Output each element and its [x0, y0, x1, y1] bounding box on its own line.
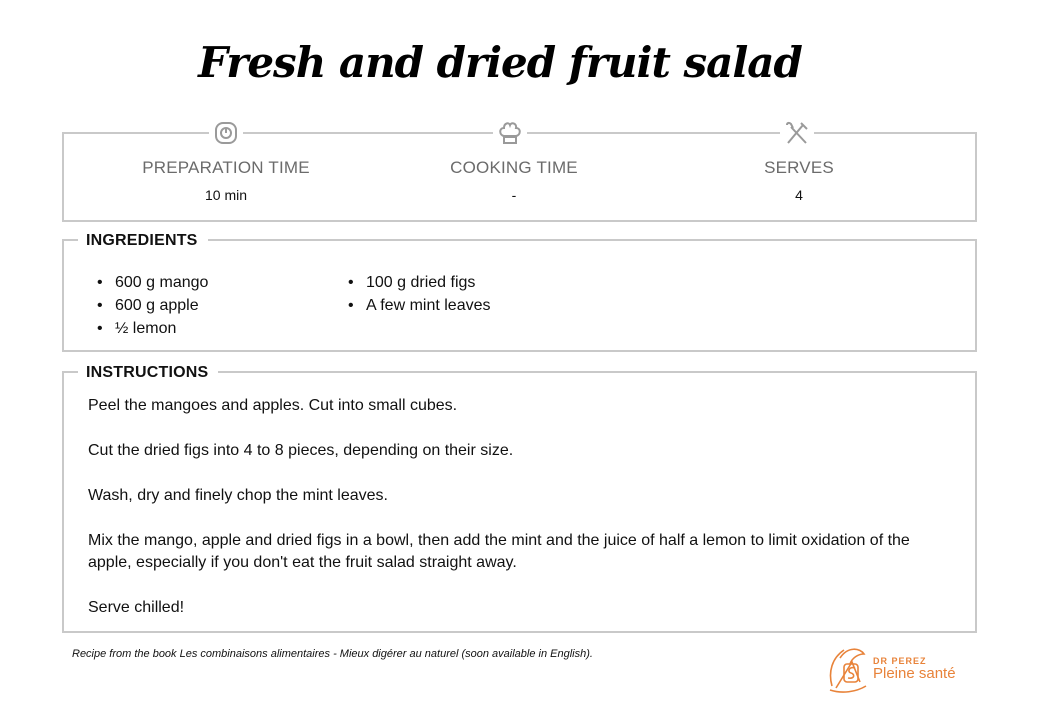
ingredient-item: • 600 g mango — [97, 271, 208, 294]
serves — [649, 158, 949, 203]
preparation-time — [76, 158, 376, 203]
cutlery-icon — [780, 118, 814, 148]
recipe-title: Fresh and dried fruit salad — [198, 38, 802, 87]
ingredients-heading: INGREDIENTS — [78, 232, 208, 250]
instructions-heading: INSTRUCTIONS — [78, 364, 218, 382]
chef-hat-icon — [493, 118, 527, 148]
cooking-time-label: COOKING TIME — [450, 158, 578, 177]
ingredient-item: • 600 g apple — [97, 294, 208, 317]
instruction-step: Wash, dry and finely chop the mint leaves. — [88, 487, 388, 504]
instruction-step: Serve chilled! — [88, 599, 185, 616]
cooking-time-value: - — [511, 187, 517, 203]
timer-icon — [209, 118, 243, 148]
instruction-step: Peel the mangoes and apples. Cut into small cubes. — [88, 397, 458, 414]
ingredient-item: • ½ lemon — [97, 317, 208, 340]
cooking-time — [364, 158, 664, 203]
brand-name: Pleine santé — [873, 665, 956, 682]
preparation-time-value: 10 min — [204, 187, 248, 203]
brand-logo-icon — [826, 642, 870, 696]
ingredient-item: • 100 g dried figs — [348, 271, 491, 294]
instruction-step: Cut the dried figs into 4 to 8 pieces, depending on their size. — [88, 442, 514, 459]
brand-name-small: DR PEREZ — [873, 656, 927, 666]
instructions-steps — [88, 395, 948, 642]
recipe-info-box — [62, 132, 977, 222]
preparation-time-label: PREPARATION TIME — [142, 158, 310, 177]
ingredients-list-right — [348, 271, 491, 317]
serves-label: SERVES — [764, 158, 834, 177]
ingredient-item: • A few mint leaves — [348, 294, 491, 317]
ingredients-box — [62, 232, 977, 352]
brand-logo — [826, 642, 976, 696]
instruction-step: Mix the mango, apple and dried figs in a bowl, then add the mint and the juice of half a lemon to limit oxidation of the apple, especially if you don't eat the fruit salad straight away. — [88, 532, 910, 571]
ingredients-list-left — [97, 271, 208, 340]
serves-value: 4 — [795, 187, 803, 203]
source-note: Recipe from the book Les combinaisons alimentaires - Mieux digérer au naturel (soon available in English). — [72, 648, 593, 660]
instructions-box — [62, 364, 977, 633]
